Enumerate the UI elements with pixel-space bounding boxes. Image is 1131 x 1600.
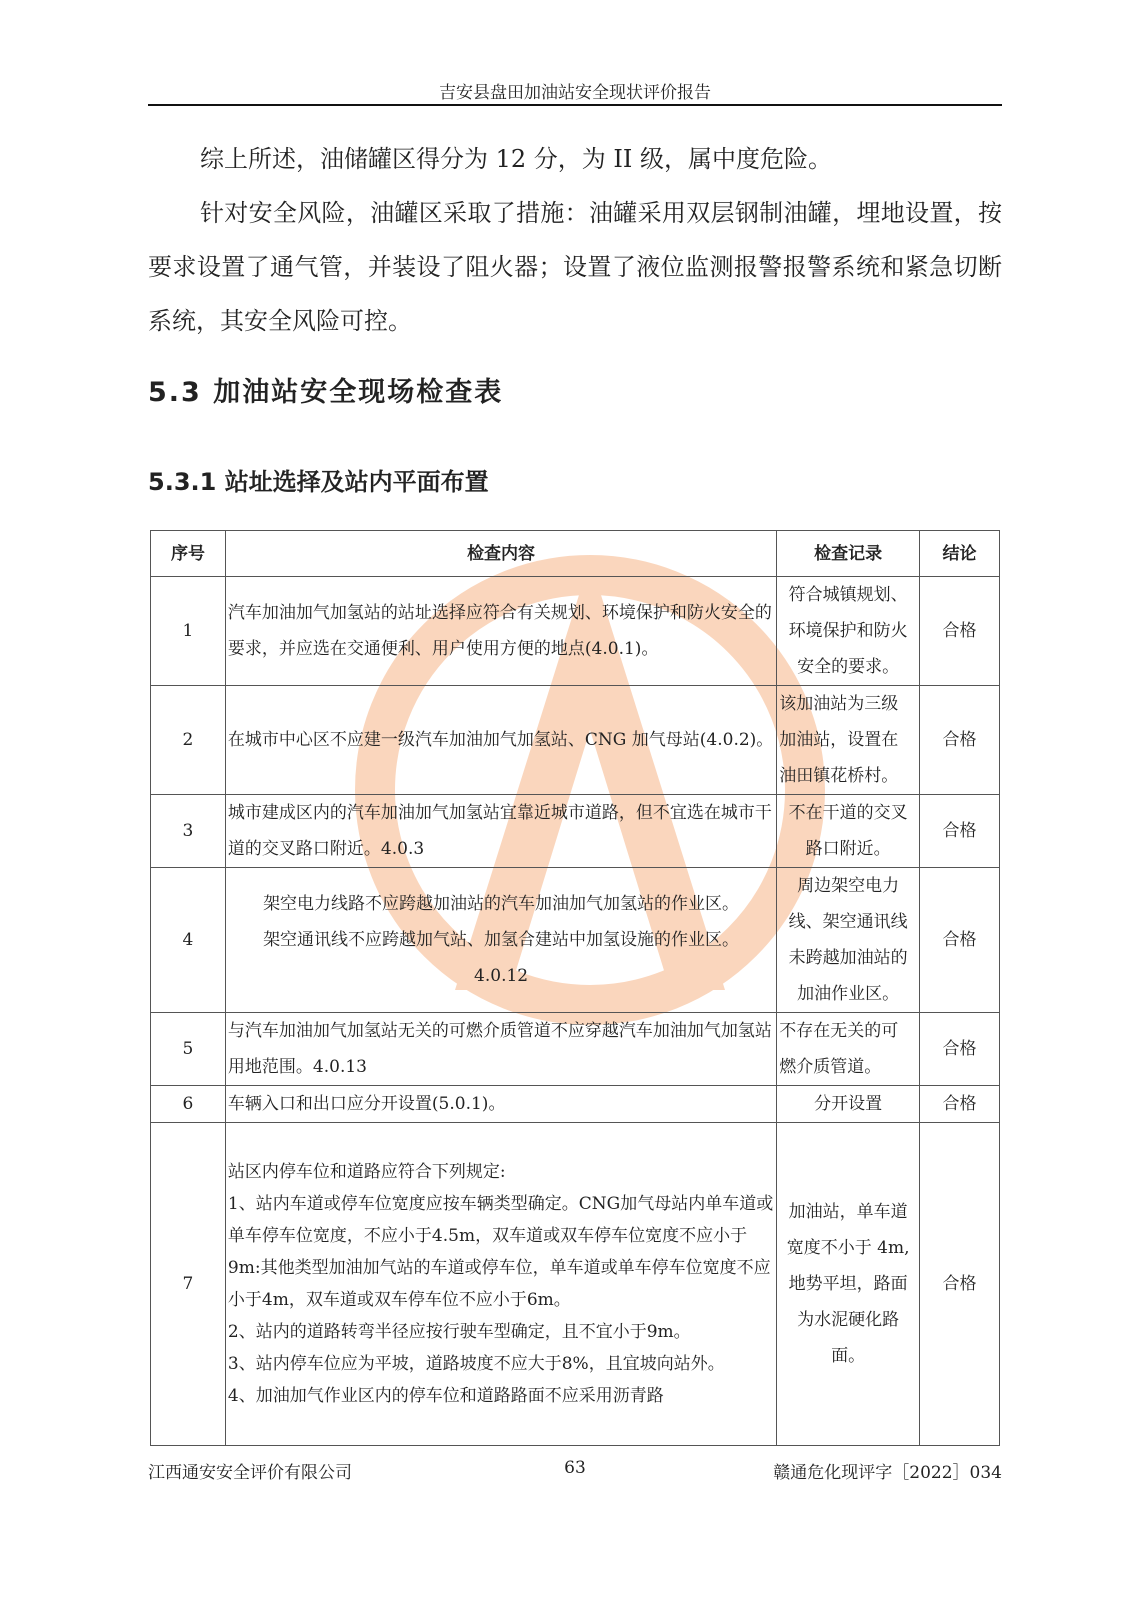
section-heading-5-3-1: 5.3.1 站址选择及站内平面布置 xyxy=(148,468,489,496)
col-header-content: 检查内容 xyxy=(225,531,776,577)
row-record: 不在干道的交叉 路口附近。 xyxy=(777,795,920,868)
table-row xyxy=(151,1086,1000,1123)
row-no: 3 xyxy=(151,795,226,868)
row-record: 周边架空电力 线、架空通讯线 未跨越加油站的 加油作业区。 xyxy=(777,868,920,1013)
row-content: 站区内停车位和道路应符合下列规定: 1、站内车道或停车位宽度应按车辆类型确定。CNG加气母站内单车道或单车停车位宽度，不应小于4.5m，双车道或双车停车位宽度不应小于9m:其他类型加油加气站的车道或停车位，单车道或单车停车位宽度不应小于4m，双车道或双车停车位不应小于6m。 2、站内的道路转弯半径应按行驶车型确定，且不宜小于9m。 3、站内停车位应为平坡，道路坡度不应大于8%，且宜坡向站外。 4、加油加气作业区内的停车位和道路路面不应采用沥青路 xyxy=(225,1123,776,1446)
table-row xyxy=(151,686,1000,795)
row-result: 合格 xyxy=(920,1123,1000,1446)
row-no: 6 xyxy=(151,1086,226,1123)
paragraph-summary: 综上所述，油储罐区得分为 12 分，为 II 级，属中度危险。 xyxy=(200,145,833,173)
row-content: 城市建成区内的汽车加油加气加氢站宜靠近城市道路，但不宜选在城市干道的交叉路口附近。4.0.3 xyxy=(225,795,776,868)
inspection-table xyxy=(150,530,1000,1446)
row-record: 加油站，单车道 宽度不小于 4m, 地势平坦，路面 为水泥硬化路 面。 xyxy=(777,1123,920,1446)
col-header-no: 序号 xyxy=(151,531,226,577)
page-number: 63 xyxy=(564,1458,586,1478)
row-no: 4 xyxy=(151,868,226,1013)
row-content: 与汽车加油加气加氢站无关的可燃介质管道不应穿越汽车加油加气加氢站用地范围。4.0.13 xyxy=(225,1013,776,1086)
paragraph-measures: 针对安全风险，油罐区采取了措施：油罐采用双层钢制油罐，埋地设置，按要求设置了通气管，并装设了阻火器；设置了液位监测报警报警系统和紧急切断系统，其安全风险可控。 xyxy=(148,199,1002,335)
header-rule xyxy=(148,104,1002,106)
row-no: 7 xyxy=(151,1123,226,1446)
row-content: 架空电力线路不应跨越加油站的汽车加油加气加氢站的作业区。 架空通讯线不应跨越加气站、加氢合建站中加氢设施的作业区。 4.0.12 xyxy=(225,868,776,1013)
row-result: 合格 xyxy=(920,1086,1000,1123)
row-result: 合格 xyxy=(920,577,1000,686)
footer-company: 江西通安安全评价有限公司 xyxy=(148,1463,352,1483)
table-header-row xyxy=(151,531,1000,577)
table-row xyxy=(151,795,1000,868)
table-row xyxy=(151,1123,1000,1446)
table-row xyxy=(151,1013,1000,1086)
row-record: 不存在无关的可 燃介质管道。 xyxy=(777,1013,920,1086)
col-header-record: 检查记录 xyxy=(777,531,920,577)
row-content: 汽车加油加气加氢站的站址选择应符合有关规划、环境保护和防火安全的要求，并应选在交通便利、用户使用方便的地点(4.0.1)。 xyxy=(225,577,776,686)
row-result: 合格 xyxy=(920,686,1000,795)
row-result: 合格 xyxy=(920,795,1000,868)
row-record: 分开设置 xyxy=(777,1086,920,1123)
row-result: 合格 xyxy=(920,1013,1000,1086)
row-record: 符合城镇规划、 环境保护和防火 安全的要求。 xyxy=(777,577,920,686)
row-no: 1 xyxy=(151,577,226,686)
running-header: 吉安县盘田加油站安全现状评价报告 xyxy=(439,83,711,103)
row-content: 车辆入口和出口应分开设置(5.0.1)。 xyxy=(225,1086,776,1123)
col-header-result: 结论 xyxy=(920,531,1000,577)
row-no: 2 xyxy=(151,686,226,795)
section-heading-5-3: 5.3 加油站安全现场检查表 xyxy=(148,377,504,408)
row-content: 在城市中心区不应建一级汽车加油加气加氢站、CNG 加气母站(4.0.2)。 xyxy=(225,686,776,795)
table-row xyxy=(151,868,1000,1013)
row-result: 合格 xyxy=(920,868,1000,1013)
table-row xyxy=(151,577,1000,686)
row-record: 该加油站为三级 加油站，设置在 油田镇花桥村。 xyxy=(777,686,920,795)
row-no: 5 xyxy=(151,1013,226,1086)
footer-document-number: 赣通危化现评字［2022］034 xyxy=(773,1463,1002,1483)
